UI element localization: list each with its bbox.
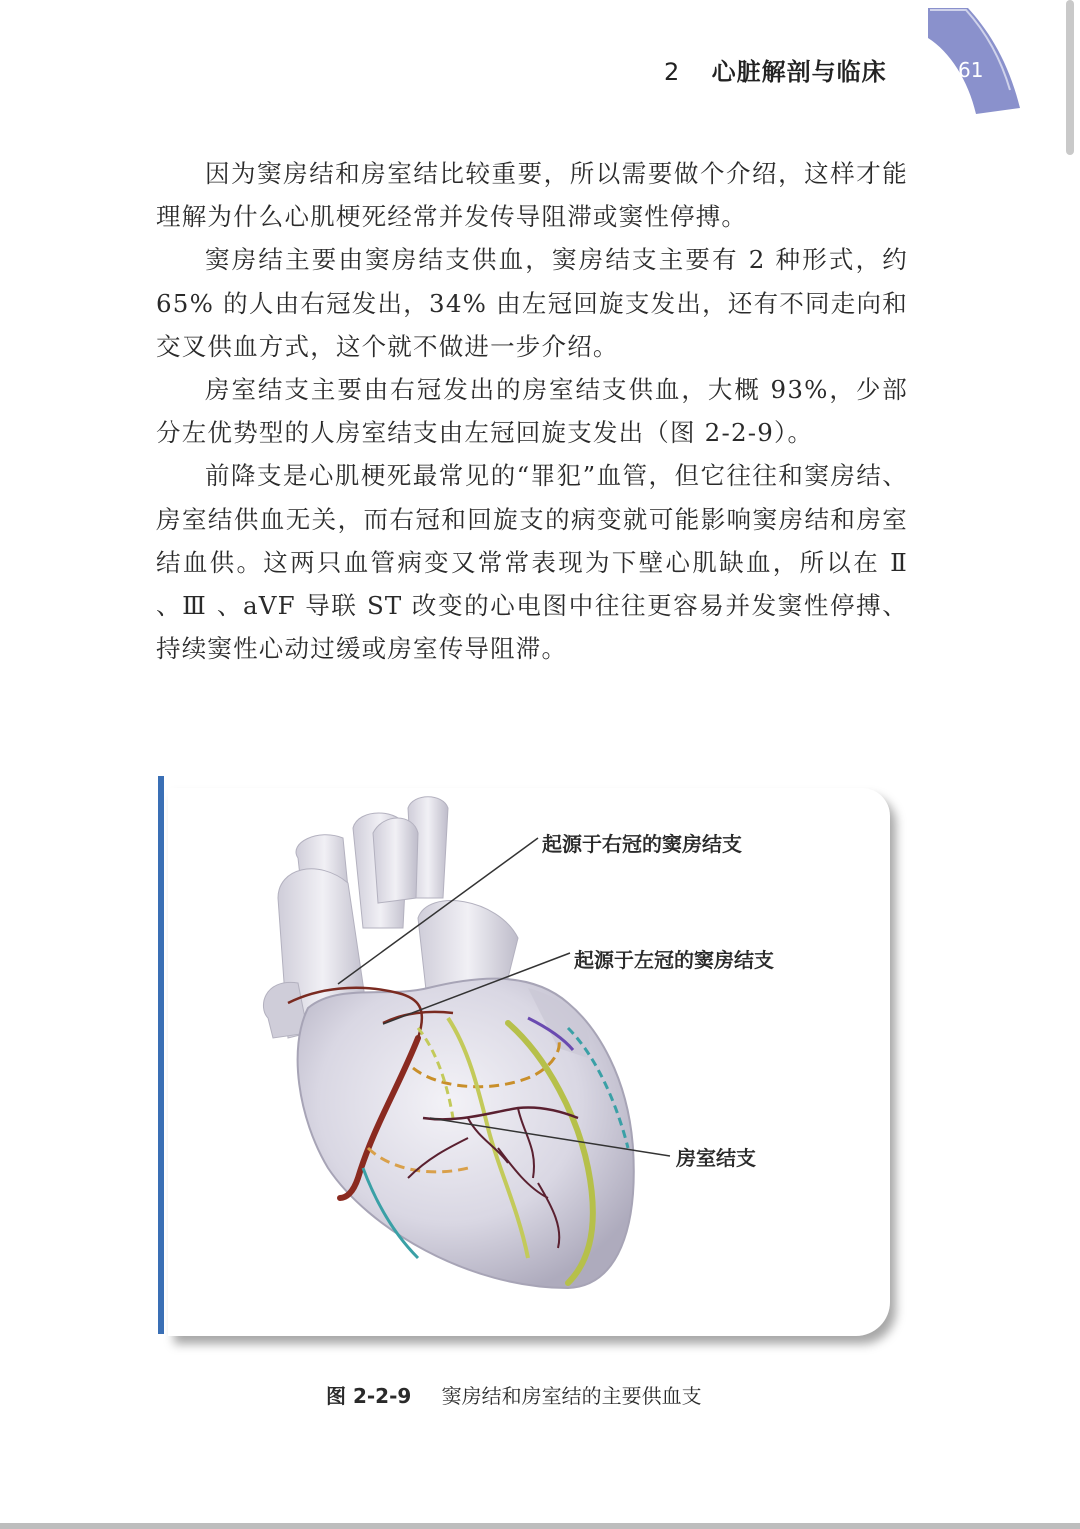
figure-caption-text: 窦房结和房室结的主要供血支: [441, 1384, 702, 1408]
running-head: [664, 52, 887, 87]
body-text: [156, 152, 908, 670]
label-av-node-branch: 房室结支: [676, 1146, 756, 1170]
page-tab-decoration: [928, 0, 1020, 114]
scrollbar[interactable]: [1066, 0, 1074, 155]
label-lca-sa-branch: 起源于左冠的窦房结支: [574, 948, 774, 972]
paragraph-1: 因为窦房结和房室结比较重要，所以需要做个介绍，这样才能理解为什么心肌梗死经常并发传导阻滞或窦性停搏。: [156, 159, 908, 232]
chapter-number: 2: [664, 58, 681, 86]
paragraph-2: 窦房结主要由窦房结支供血，窦房结支主要有 2 种形式，约 65% 的人由右冠发出，34% 由左冠回旋支发出，还有不同走向和交叉供血方式，这个就不做进一步介绍。: [156, 245, 908, 361]
label-rca-sa-branch: 起源于右冠的窦房结支: [542, 832, 742, 856]
figure-number: 图 2-2-9: [326, 1384, 412, 1408]
page-bottom-edge: [0, 1523, 1080, 1529]
figure-accent-bar: [158, 776, 164, 1334]
paragraph-4: 前降支是心肌梗死最常见的“罪犯”血管，但它往往和窦房结、房室结供血无关，而右冠和回旋支的病变就可能影响窦房结和房室结血供。这两只血管病变又常常表现为下壁心肌缺血，所以在 Ⅱ 、Ⅲ 、aVF 导联 ST 改变的心电图中往往更容易并发窦性停搏、持续窦性心动过缓或房室传导阻滞。: [156, 461, 908, 664]
heart-illustration: [168, 788, 890, 1336]
chapter-title: 心脏解剖与临床: [711, 58, 887, 86]
paragraph-3: 房室结支主要由右冠发出的房室结支供血，大概 93%，少部分左优势型的人房室结支由左冠回旋支发出（图 2-2-9）。: [156, 375, 908, 448]
figure-caption: [326, 1380, 702, 1409]
page-number: 61: [958, 58, 984, 82]
